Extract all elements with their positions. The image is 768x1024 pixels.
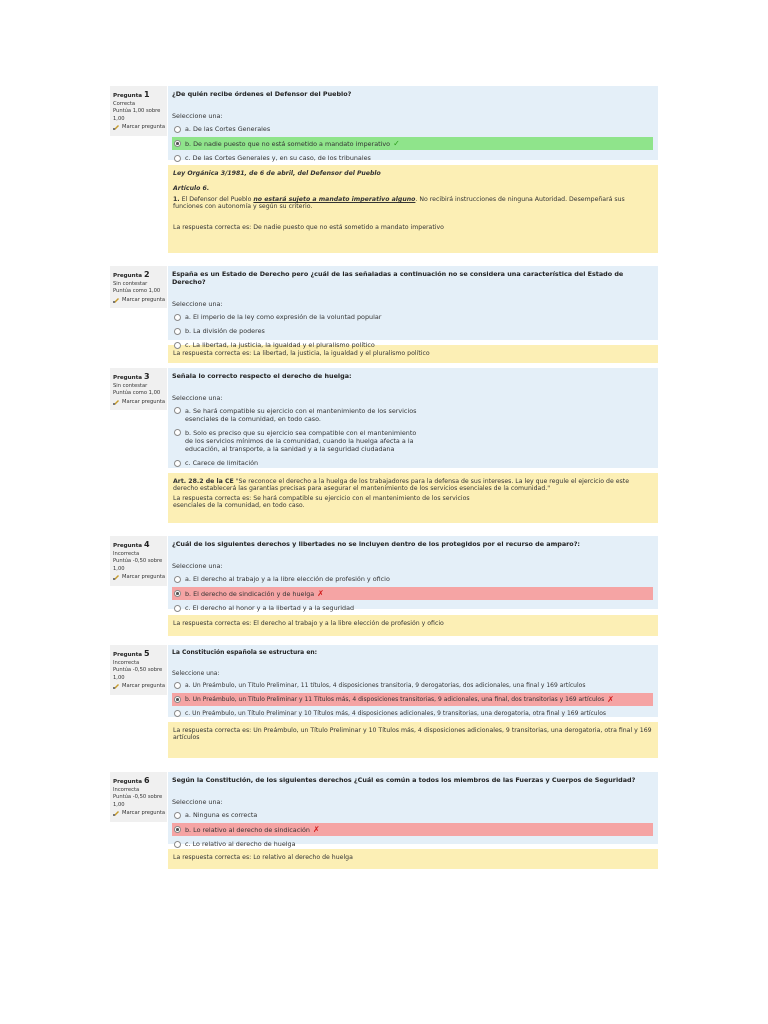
question-number: Pregunta 4 [113, 540, 150, 549]
correct-answer: La respuesta correcta es: La libertad, la justicia, la igualdad y el pluralismo político [173, 350, 430, 357]
select-prompt: Seleccione una: [172, 562, 223, 570]
feedback-box [168, 849, 658, 869]
correct-answer: La respuesta correcta es: De nadie puesto que no está sometido a mandato imperativo [173, 224, 444, 231]
feedback-paragraph: 1. El Defensor del Pueblo no estará sujeto a mandato imperativo alguno. No recibirá instrucciones de ninguna Autoridad. Desempeñará sus funciones con autonomía y según su criterio. [173, 196, 625, 210]
correct-answer: La respuesta correcta es: Lo relativo al derecho de huelga [173, 854, 353, 861]
flag-label: Marcar pregunta [122, 398, 166, 405]
flag-icon [113, 124, 120, 130]
option-a[interactable]: a. El imperio de la ley como expresión de la voluntad popular [172, 311, 653, 323]
select-prompt: Seleccione una: [172, 670, 220, 677]
radio-button[interactable] [174, 126, 181, 133]
radio-button[interactable] [174, 682, 181, 689]
radio-button[interactable] [174, 826, 181, 833]
option-b[interactable]: b. De nadie puesto que no está sometido a mandato imperativo ✓ [172, 137, 653, 150]
question-text: Señala lo correcto respecto el derecho de huelga: [172, 372, 352, 380]
question-info [110, 536, 167, 586]
cross-icon: ✗ [317, 589, 324, 598]
flag-question-link[interactable] [113, 124, 167, 132]
option-c[interactable]: c. Lo relativo al derecho de huelga [172, 838, 653, 850]
question-score: Puntúa -0,50 sobre 1,00 [113, 558, 163, 572]
question-status: Incorrecta [113, 659, 140, 666]
flag-icon [113, 399, 120, 405]
select-prompt: Seleccione una: [172, 300, 223, 308]
option-b[interactable]: b. Un Preámbulo, un Título Preliminar y 11 Títulos más, 4 disposiciones transitorias, 9 adicionales, una final, dos transitorias y 169 artículos ✗ [172, 693, 653, 706]
feedback-box [168, 615, 658, 636]
option-c[interactable]: c. El derecho al honor y a la libertad y a la seguridad [172, 602, 653, 614]
question-status: Incorrecta [113, 786, 140, 793]
question-status: Incorrecta [113, 550, 140, 557]
question-number: Pregunta 2 [113, 270, 150, 279]
flag-icon [113, 810, 120, 816]
radio-button[interactable] [174, 342, 181, 349]
question-number: Pregunta 5 [113, 649, 150, 658]
option-c[interactable]: c. Un Preámbulo, un Título Preliminar y 10 Títulos más, 4 disposiciones adicionales, 9 transitorias, una derogatoria, otra final y 169 artículos [172, 708, 653, 719]
option-a[interactable]: a. Se hará compatible su ejercicio con el mantenimiento de los servicios esenciales de la comunidad, en todo caso. [172, 405, 653, 425]
question-number: Pregunta 3 [113, 372, 150, 381]
flag-label: Marcar pregunta [122, 124, 166, 131]
radio-button[interactable] [174, 841, 181, 848]
question-score: Puntúa 1,00 sobre 1,00 [113, 108, 161, 122]
radio-button[interactable] [174, 696, 181, 703]
flag-label: Marcar pregunta [122, 683, 166, 690]
question-text: ¿De quién recibe órdenes el Defensor del Pueblo? [172, 90, 352, 98]
question-info [110, 86, 167, 136]
flag-question-link[interactable] [113, 399, 167, 407]
option-c[interactable]: c. Carece de limitación [172, 457, 653, 469]
question-number: Pregunta 6 [113, 776, 150, 785]
question-box [168, 86, 658, 160]
option-b[interactable]: b. La división de poderes [172, 325, 653, 337]
radio-button[interactable] [174, 155, 181, 162]
option-b[interactable]: b. El derecho de sindicación y de huelga ✗ [172, 587, 653, 600]
flag-label: Marcar pregunta [122, 296, 166, 303]
question-score: Puntúa -0,50 sobre 1,00 [113, 667, 163, 681]
question-status: Sin contestar [113, 382, 148, 389]
flag-label: Marcar pregunta [122, 574, 166, 581]
correct-answer: La respuesta correcta es: El derecho al trabajo y a la libre elección de profesión y oficio [173, 620, 444, 627]
correct-answer: La respuesta correcta es: Se hará compatible su ejercicio con el mantenimiento de los servicios esenciales de la comunidad, en todo caso. [173, 495, 470, 509]
option-a[interactable]: a. Un Preámbulo, un Título Preliminar, 11 títulos, 4 disposiciones transitoria, 9 derogatorias, dos adicionales, una final y 169 artículos [172, 680, 653, 691]
question-box [168, 536, 658, 612]
question-box [168, 645, 658, 717]
radio-button[interactable] [174, 429, 181, 436]
question-text: ¿Cuál de los siguientes derechos y libertades no se incluyen dentro de los protegidos por el recurso de amparo?: [172, 540, 580, 548]
correct-answer: La respuesta correcta es: Un Preámbulo, un Título Preliminar y 10 Títulos más, 4 disposiciones adicionales, 9 transitorias, una derogatoria, otra final y 169 artículos [173, 727, 652, 741]
flag-question-link[interactable] [113, 297, 167, 305]
question-text: España es un Estado de Derecho pero ¿cuál de las señaladas a continuación no se considera una característica del Estado de Derecho? [172, 270, 624, 286]
flag-icon [113, 683, 120, 689]
radio-button[interactable] [174, 328, 181, 335]
feedback-article: Artículo 6. [173, 185, 210, 192]
question-score: Puntúa -0,50 sobre 1,00 [113, 794, 163, 808]
question-text: Según la Constitución, de los siguientes derechos ¿Cuál es común a todos los miembros de las Fuerzas y Cuerpos de Seguridad? [172, 776, 636, 784]
option-b[interactable]: b. Solo es preciso que su ejercicio sea compatible con el mantenimiento de los servicios mínimos de la comunidad, cuando la huelga afecta a la educación, al transporte, a la sanidad y a la seguridad ciudadana [172, 427, 653, 455]
feedback-law-title: Ley Orgánica 3/1981, de 6 de abril, del Defensor del Pueblo [173, 170, 381, 177]
question-box [168, 266, 658, 349]
question-score: Puntúa como 1,00 [113, 288, 161, 295]
option-c[interactable]: c. La libertad, la justicia, la igualdad y el pluralismo político [172, 339, 653, 351]
select-prompt: Seleccione una: [172, 798, 223, 806]
flag-icon [113, 574, 120, 580]
question-text: La Constitución española se estructura en: [172, 649, 318, 656]
radio-button[interactable] [174, 460, 181, 467]
flag-label: Marcar pregunta [122, 810, 166, 817]
cross-icon: ✗ [312, 825, 320, 834]
radio-button[interactable] [174, 710, 181, 717]
flag-question-link[interactable] [113, 574, 167, 582]
radio-button[interactable] [174, 140, 181, 147]
feedback-box [168, 165, 658, 253]
question-score: Puntúa como 1,00 [113, 390, 161, 397]
option-a[interactable]: a. Ninguna es correcta [172, 809, 653, 821]
feedback-box [168, 722, 658, 758]
option-a[interactable]: a. El derecho al trabajo y a la libre elección de profesión y oficio [172, 573, 653, 585]
cross-icon: ✗ [607, 695, 614, 704]
question-status: Sin contestar [113, 280, 148, 287]
check-icon: ✓ [393, 139, 400, 148]
radio-button[interactable] [174, 605, 181, 612]
question-info [110, 645, 167, 695]
question-number: Pregunta 1 [113, 90, 150, 99]
select-prompt: Seleccione una: [172, 112, 223, 120]
option-c[interactable]: c. De las Cortes Generales y, en su caso, de los tribunales [172, 152, 653, 164]
question-info [110, 266, 167, 308]
flag-question-link[interactable] [113, 810, 167, 818]
option-a[interactable]: a. De las Cortes Generales [172, 123, 653, 135]
feedback-box [168, 473, 658, 523]
question-status: Correcta [113, 100, 136, 107]
select-prompt: Seleccione una: [172, 394, 223, 402]
question-box [168, 772, 658, 848]
flag-question-link[interactable] [113, 683, 167, 691]
option-b[interactable]: b. Lo relativo al derecho de sindicación ✗ [172, 823, 653, 836]
question-box [168, 368, 658, 468]
radio-button[interactable] [174, 812, 181, 819]
flag-icon [113, 297, 120, 303]
radio-button[interactable] [174, 590, 181, 597]
question-info [110, 772, 167, 822]
radio-button[interactable] [174, 314, 181, 321]
feedback-article: Art. 28.2 de la CE "Se reconoce el derecho a la huelga de los trabajadores para la defensa de sus intereses. La ley que regule el ejercicio de este derecho establecerá las garantías precisas para asegurar el mantenimiento de los servicios esenciales de la comunidad." [173, 478, 630, 492]
question-info [110, 368, 167, 410]
radio-button[interactable] [174, 576, 181, 583]
radio-button[interactable] [174, 407, 181, 414]
